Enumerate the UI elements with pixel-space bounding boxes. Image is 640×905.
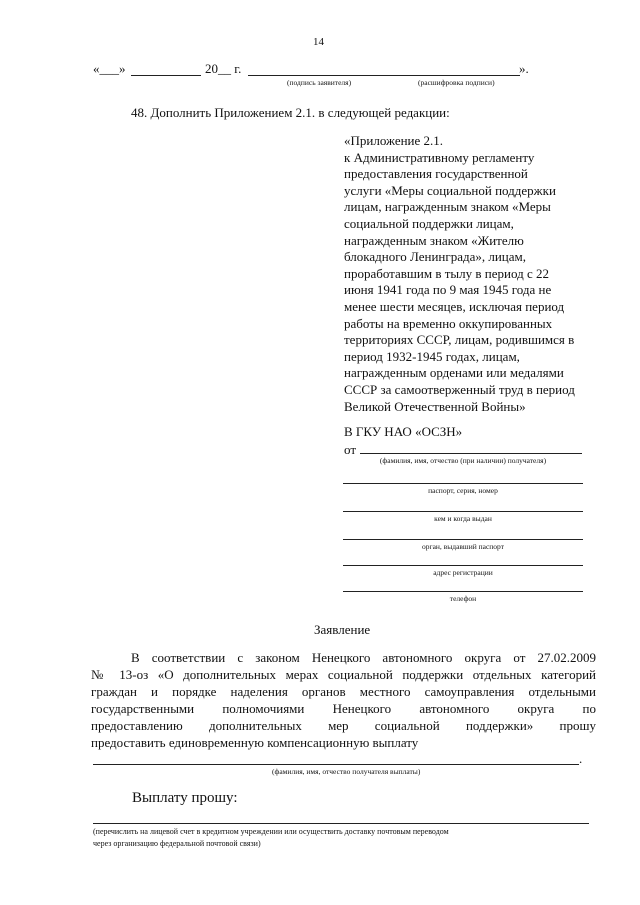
from-line: [360, 453, 582, 454]
appendix-line: награжденным знаком «Жителю: [344, 232, 524, 248]
addressee-to: В ГКУ НАО «ОСЗН»: [344, 424, 463, 439]
address-line: [343, 565, 583, 566]
date-month-line: [131, 75, 201, 76]
payment-caption-1: (перечислить на лицевой счет в кредитном учреждении или осуществить доставку почтовым переводом: [93, 827, 449, 836]
appendix-line: период 1932-1945 годах, лицам,: [344, 348, 520, 364]
appendix-line: территориях СССР, лицам, родившимся в: [344, 332, 575, 348]
decoding-caption: (расшифровка подписи): [418, 78, 495, 87]
appendix-line: Великой Отечественной Войны»: [344, 398, 526, 414]
appendix-line: «Приложение 2.1.: [344, 133, 444, 148]
item-48-text: 48. Дополнить Приложением 2.1. в следующей редакции:: [131, 105, 450, 120]
appendix-line: июня 1941 года по 9 мая 1945 года не: [344, 282, 552, 298]
payment-caption-2: через организацию федеральной почтовой связи): [93, 839, 261, 848]
appendix-line: менее шести месяцев, исключая период: [344, 298, 565, 314]
recipient-period: .: [579, 751, 583, 766]
address-caption: адрес регистрации: [433, 568, 493, 577]
appendix-header: [344, 133, 594, 415]
statement-line: В соответствии с законом Ненецкого автономного округа от 27.02.2009: [131, 650, 596, 665]
statement-line: № 13-оз «О дополнительных мерах социальной поддержки отдельных категорий: [91, 667, 596, 682]
appendix-line: СССР за самоотверженный труд в период: [344, 381, 575, 397]
statement-body: [91, 649, 596, 751]
page-number: 14: [313, 36, 324, 48]
issuer-line: [343, 539, 583, 540]
statement-line: предоставить единовременную компенсационную выплату: [91, 735, 419, 750]
recipient-caption: (фамилия, имя, отчество получателя выплаты): [272, 767, 421, 776]
passport-line: [343, 483, 583, 484]
appendix-line: социальной поддержки лицам,: [344, 215, 514, 231]
statement-title: Заявление: [314, 622, 371, 637]
statement-line: государственными полномочиями Ненецкого автономного округа по: [91, 701, 596, 716]
appendix-line: проработавшим в тылу в период с 22: [344, 265, 549, 281]
phone-caption: телефон: [449, 594, 477, 603]
appendix-line: к Административному регламенту: [344, 149, 535, 165]
recipient-line: [93, 764, 579, 765]
signature-line: [248, 75, 520, 76]
issued-line: [343, 511, 583, 512]
signature-caption: (подпись заявителя): [287, 78, 352, 87]
appendix-line: лицам, награжденным знаком «Меры: [344, 199, 551, 215]
issuer-caption: орган, выдавший паспорт: [422, 542, 504, 551]
date-open: «___»: [93, 61, 126, 76]
payment-label: Выплату прошу:: [132, 790, 238, 806]
fullname-caption: (фамилия, имя, отчество (при наличии) получателя): [379, 456, 547, 465]
statement-line: предоставлению дополнительных мер социальной поддержки» прошу: [91, 718, 596, 733]
issued-caption: кем и когда выдан: [434, 514, 492, 523]
appendix-line: работы на временно оккупированных: [344, 315, 553, 331]
appendix-line: награжденным орденами или медалями: [344, 365, 564, 381]
addressee-from: от: [344, 442, 357, 457]
appendix-line: предоставления государственной: [344, 166, 528, 182]
phone-line: [343, 591, 583, 592]
statement-line: граждан и порядке наделения органов местного самоуправления отдельными: [91, 684, 596, 699]
payment-line: [93, 823, 589, 824]
date-year: 20__ г.: [205, 61, 242, 76]
date-close: ».: [519, 61, 529, 76]
appendix-line: услуги «Меры социальной поддержки: [344, 182, 556, 198]
passport-caption: паспорт, серия, номер: [428, 486, 498, 495]
appendix-line: блокадного Ленинграда», лицам,: [344, 249, 526, 265]
